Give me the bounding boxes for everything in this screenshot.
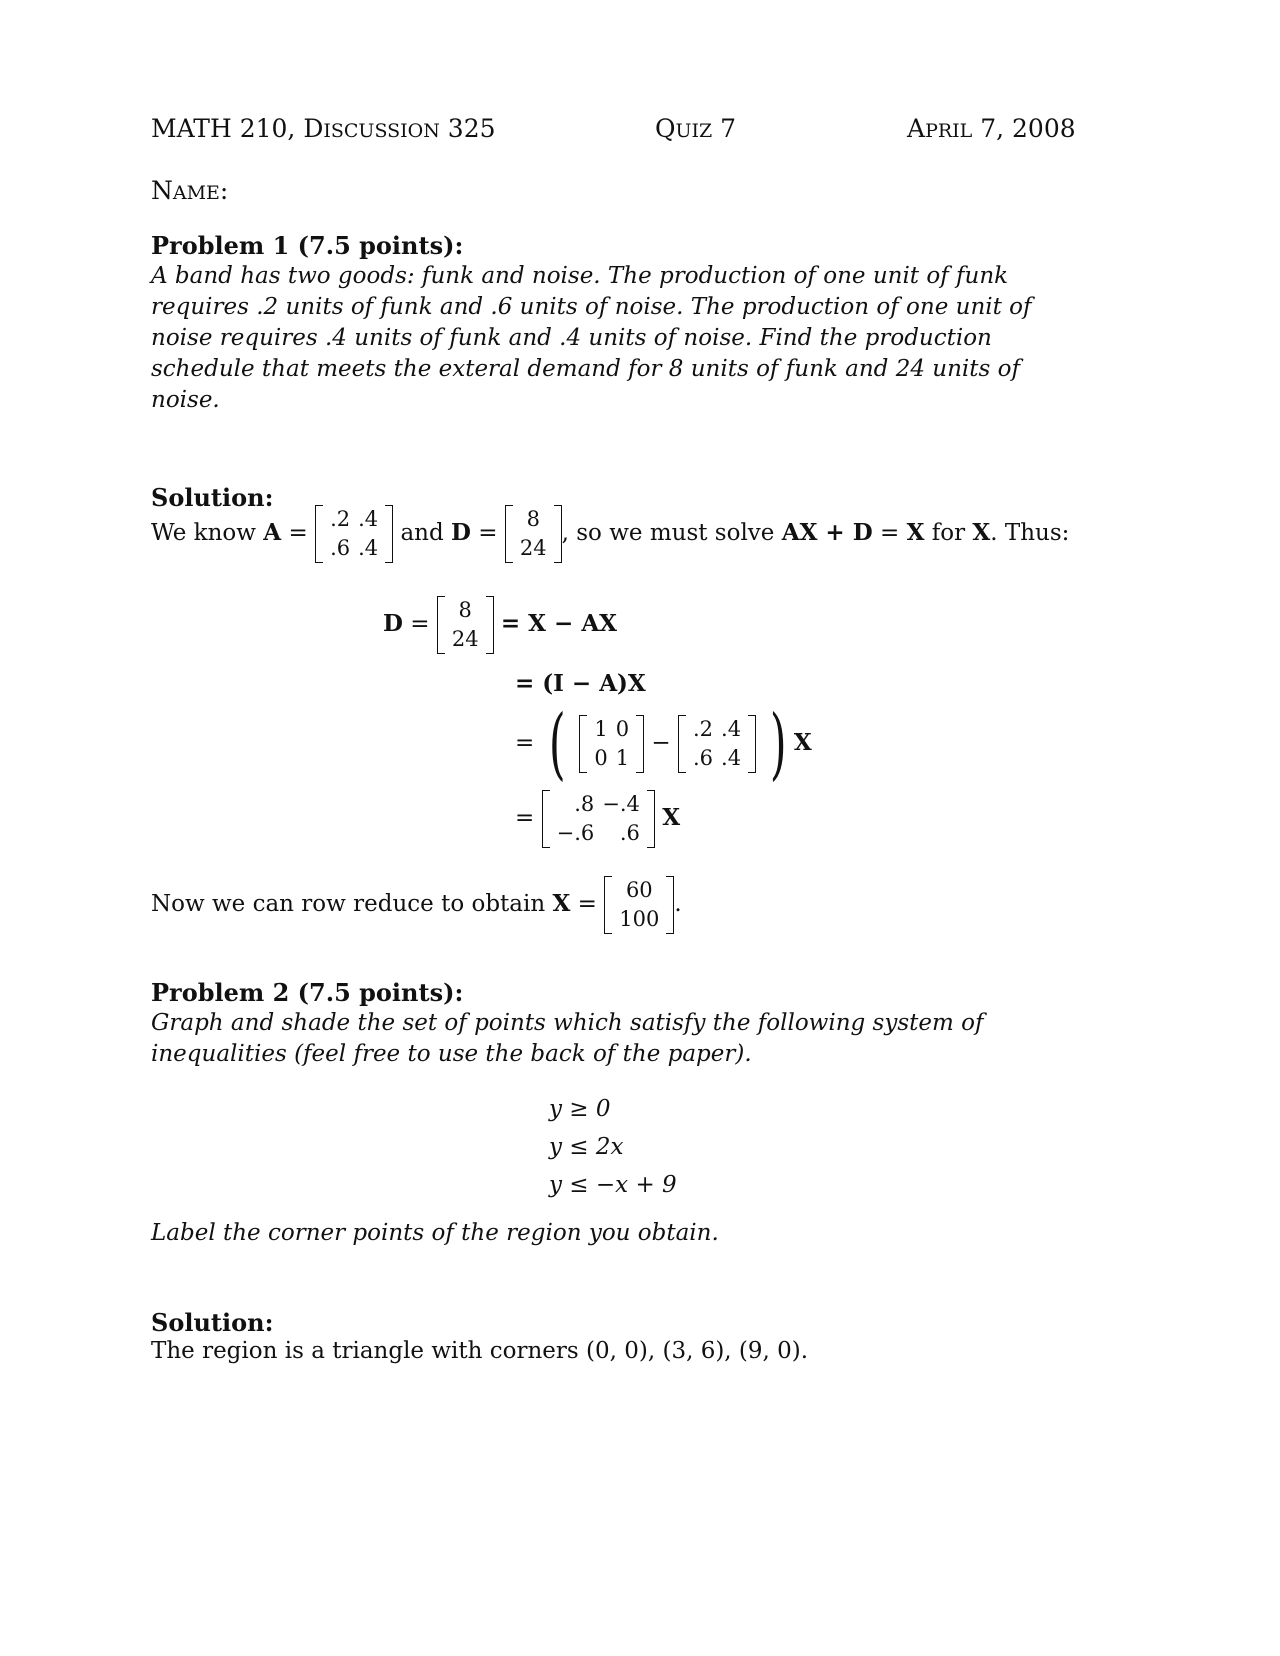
matrix-cell: 24 — [519, 536, 547, 560]
matrix-cell: −.4 — [602, 792, 640, 816]
derivation-step3: = ( 1 0 0 1 − .2 .4 .6 .4 ) X — [515, 699, 812, 789]
inequality-1: y ≥ 0 — [549, 1096, 611, 1122]
matrix-cell: 1 — [594, 717, 608, 741]
derivation-step2: = (I − A)X — [515, 670, 646, 697]
matrix-cell: 0 — [594, 746, 608, 770]
quiz-header: QUIZ 7 — [655, 114, 737, 143]
name-label: NAME: — [151, 176, 229, 205]
inequality-2: y ≤ 2x — [549, 1134, 624, 1160]
course-header: MATH 210, DISCUSSION 325 — [151, 114, 496, 143]
matrix-cell: .4 — [358, 507, 379, 531]
problem2-text: Graph and shade the set of points which satisfy the following system of inequalities (feel free to use the back of the paper). — [151, 1010, 984, 1067]
derivation-step4: = .8 −.4 −.6 .6 X — [515, 790, 680, 848]
solution2-text: The region is a triangle with corners (0, 0), (3, 6), (9, 0). — [151, 1338, 809, 1364]
problem1-text: A band has two goods: funk and noise. The production of one unit of funk requires .2 units of funk and .6 units of noise. The production of one unit of noise requires .4 units of funk and .4 units of noise. Find the production schedule that meets the exteral demand for 8 units of funk and 24 units of noise. — [151, 263, 1032, 413]
matrix-A-2 — [678, 715, 756, 773]
matrix-cell: .6 — [619, 821, 640, 845]
matrix-cell: 60 — [625, 878, 653, 902]
label-instruction: Label the corner points of the region you obtain. — [151, 1220, 719, 1246]
solution1-title: Solution: — [151, 483, 274, 512]
derivation-step1: D = 8 24 = X − AX — [383, 596, 617, 654]
matrix-cell: 24 — [451, 627, 479, 651]
matrix-I-minus-A — [542, 790, 655, 848]
matrix-cell: .2 — [330, 507, 351, 531]
matrix-cell: .6 — [693, 746, 714, 770]
date-header: APRIL 7, 2008 — [907, 114, 1076, 143]
matrix-cell: 1 — [615, 746, 630, 770]
row-reduce-line: Now we can row reduce to obtain X = 60 100 . — [151, 876, 682, 934]
matrix-cell: 8 — [458, 598, 472, 622]
matrix-cell: 0 — [615, 717, 630, 741]
matrix-I — [579, 715, 644, 773]
matrix-X — [604, 876, 674, 934]
matrix-cell: .4 — [358, 536, 379, 560]
matrix-D-2 — [437, 596, 494, 654]
matrix-D — [505, 505, 562, 563]
matrix-A — [315, 505, 393, 563]
matrix-cell: .8 — [574, 792, 595, 816]
matrix-cell: 8 — [526, 507, 540, 531]
matrix-cell: .4 — [721, 746, 742, 770]
solution2-title: Solution: — [151, 1308, 274, 1337]
we-know-line: We know A = .2 .4 .6 .4 and D = 8 24 , so we must solve AX + D = X for X. Thus: — [151, 505, 1069, 563]
matrix-cell: .4 — [721, 717, 742, 741]
inequality-3: y ≤ −x + 9 — [549, 1172, 677, 1198]
matrix-cell: .2 — [693, 717, 714, 741]
matrix-cell: 100 — [619, 907, 660, 931]
problem2-title: Problem 2 (7.5 points): — [151, 978, 464, 1007]
matrix-cell: .6 — [330, 536, 351, 560]
inequality-system — [548, 1090, 678, 1204]
problem1-title: Problem 1 (7.5 points): — [151, 231, 464, 260]
matrix-cell: −.6 — [556, 821, 595, 845]
